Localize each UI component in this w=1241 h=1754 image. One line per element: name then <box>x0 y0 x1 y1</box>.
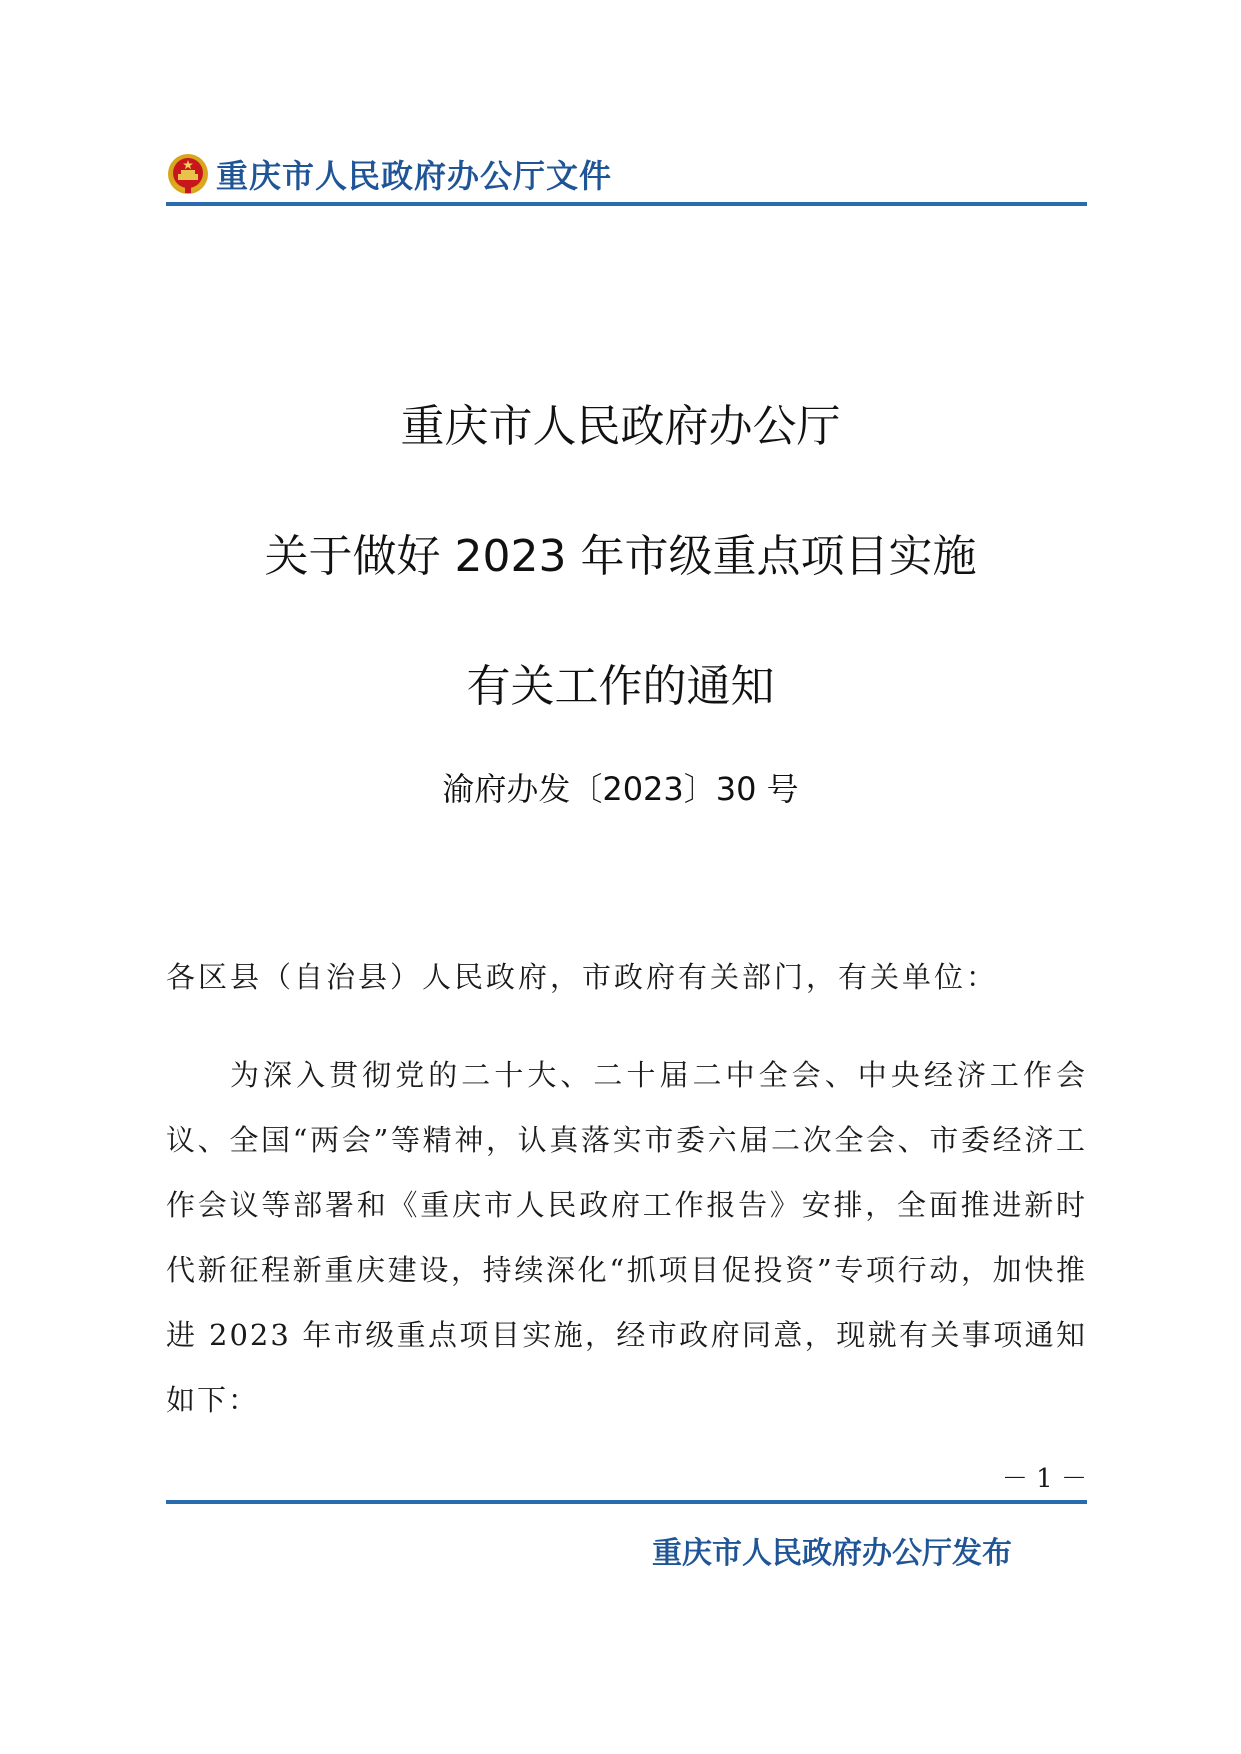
body-paragraph: 为深入贯彻党的二十大、二十届二中全会、中央经济工作会议、全国“两会”等精神，认真落实市委六届二次全会、市委经济工作会议等部署和《重庆市人民政府工作报告》安排，全面推进新时代新征程新重庆建设，持续深化“抓项目促投资”专项行动，加快推进 2023 年市级重点项目实施，经市政府同意，现就有关事项通知如下： <box>166 1058 1087 1417</box>
document-title-line-3: 有关工作的通知 <box>466 661 775 712</box>
footer-publisher: 重庆市人民政府办公厅发布 <box>652 1536 1012 1571</box>
header-title: 重庆市人民政府办公厅文件 <box>216 157 613 195</box>
salutation: 各区县（自治县）人民政府，市政府有关部门，有关单位： <box>166 960 999 994</box>
page-number: － 1 － <box>1001 1464 1087 1494</box>
document-header <box>166 148 612 200</box>
document-title-line-2: 关于做好 2023 年市级重点项目实施 <box>264 531 977 582</box>
national-emblem-icon <box>166 152 210 196</box>
header-divider <box>166 202 1087 206</box>
document-title-line-1: 重庆市人民政府办公厅 <box>400 401 841 452</box>
document-number: 渝府办发〔2023〕30 号 <box>442 770 799 808</box>
footer-divider <box>166 1500 1087 1504</box>
